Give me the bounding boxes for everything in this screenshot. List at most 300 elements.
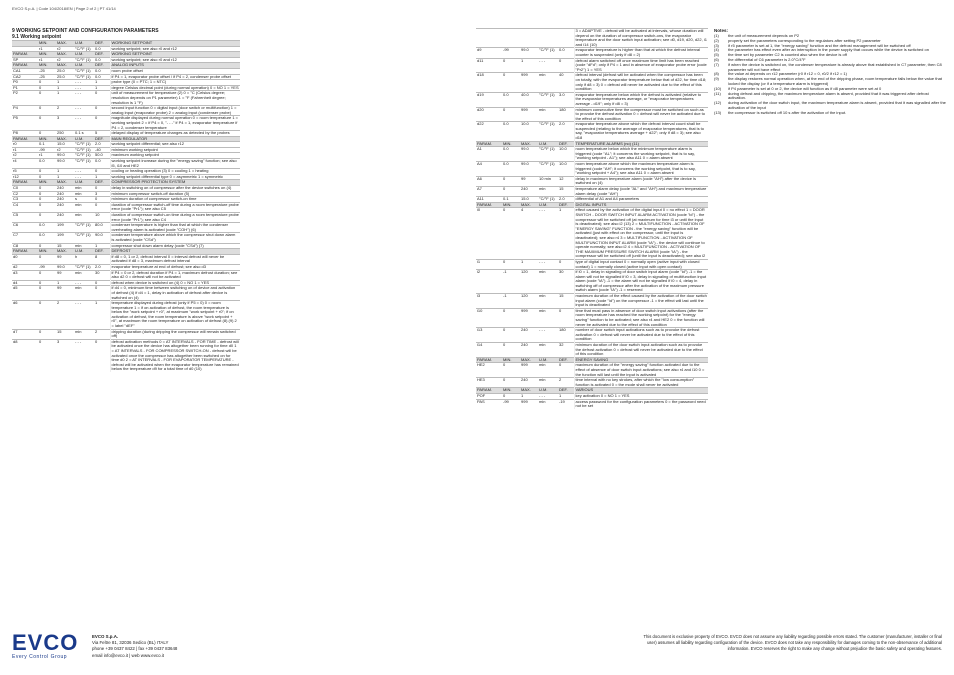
cell-t: differential of A1 and A4 parameters [574,197,708,203]
cell-t: evaporator temperature is higher than that at which the defrost interval counter is suspended (only if d8 = 2) [574,48,708,58]
cell-u: 10 min [538,176,558,186]
table-row [476,378,708,388]
cell-u: °C/°F (1) [74,223,94,233]
cell-ma: 240 [520,378,538,388]
cell-mi: 0 [38,213,56,223]
note-text: during defrost and dripping, the maximum temperature alarm is absent, provided that it was triggered after defrost activation. [728,90,929,101]
table-row [476,328,708,343]
cell-mi: MIN. [502,388,520,394]
note-text: the display restores normal operation when, at the end of the dripping phase, room temperature falls below the value that locked the display (or if a temperature alarm is triggered) [728,76,942,86]
cell-p: i3 [476,294,502,309]
table-row [12,270,240,280]
cell-d: 2.0 [94,142,110,148]
cell-u: min [74,270,94,280]
cell-t: working setpoint differential type 0 = asymmetric 1 = symmetric [110,174,240,180]
cell-t: cooling or heating operation (3) 0 = cooling 1 = heating [110,169,240,175]
cell-mi: 0 [502,58,520,73]
table-row [476,73,708,92]
cell-d: DEF. [94,52,110,58]
cell-t: maximum working setpoint [110,153,240,159]
cell-t: working setpoint; see also r0 and r12 [110,46,240,52]
cell-u: U.M. [538,202,558,208]
cell-ma: MAX. [520,202,538,208]
param-table-2 [476,28,708,409]
note-number: (1) [714,33,719,38]
legal-notice: This document is exclusive property of EVCO. EVCO does not assume any liability regarding possible errors stated. The customer (manufacturer, installer or final user) assumes all liability regarding configuration of the device. EVCO does not take any responsibility for damages coming to the non-observance of additional information. EVCO reserves the right to make any change without prejudice the basic safety and operating features. [643,634,942,651]
column-2 [476,28,708,409]
cell-u: °C/°F (1) [74,142,94,148]
cell-p: POF [476,393,502,399]
cell-d: 10.0 [558,162,574,177]
cell-mi: 0.1 [38,142,56,148]
cell-p: d19 [476,92,502,107]
cell-p: PARAM. [12,136,38,142]
cell-t: access password for the configuration parameters 0 = the password need not be set [574,399,708,409]
cell-d: 0.0 [94,68,110,74]
cell-d: 0 [94,116,110,131]
note-number: (12) [714,100,722,106]
cell-p: i2 [476,270,502,294]
cell-t: evaporator temperature below which the defrost is activated (relative to the evaporator temperatures average, or "evaporator temperatures average - d19"; only if d8 = 3) [574,92,708,107]
cell-ma: 99.0 [56,264,74,270]
cell-ma: 1 [56,169,74,175]
cell-d: 0 [94,106,110,116]
cell-d: 2.0 [558,122,574,141]
cell-mi: -25 [38,74,56,80]
cell-mi: 0 [38,191,56,197]
notes-column [714,28,946,116]
param-table-1 [12,40,240,372]
cell-u: U.M. [538,357,558,363]
cell-u: U.M. [538,388,558,394]
cell-u: - - - [538,328,558,343]
cell-ma: 999 [520,73,538,92]
cell-u: °C/°F (1) [74,147,94,153]
cell-p: HE3 [476,378,502,388]
table-row [476,48,708,58]
cell-t: degree Celsius decimal point (during normal operation) 0 = NO 1 = YES [111,85,239,90]
cell-u: °C/°F (1) [74,233,94,243]
cell-ma: 99 [56,270,74,280]
cell-p: A7 [476,187,502,197]
cell-p: C2 [12,191,38,197]
cell-t: maximum duration of the effect caused by the activation of the door switch input alarm (code "id") on the compressor -1 = the effect will last until the input is deactivated [575,293,707,308]
table-row [476,58,708,73]
cell-mi: MIN. [502,141,520,147]
cell-ma: 25.0 [56,74,74,80]
cell-t: DEFROST [110,249,240,255]
table-row [476,308,708,327]
cell-mi [502,29,520,48]
column-1 [12,28,240,372]
cell-mi: 0 [502,107,520,122]
cell-p: i13 [476,328,502,343]
note-text: the differential of C6 parameter is 2.0°C/4°F [728,56,806,62]
cell-d: 0.0 [94,46,110,52]
note-text: the compressor is switched off 10 s after the activation of the input. [728,109,847,115]
cell-d: 2.0 [558,197,574,203]
cell-u: °C/°F (1) [538,197,558,203]
cell-d [558,29,574,48]
cell-ma: 1 [520,393,538,399]
cell-ma: 40.0 [520,92,538,107]
cell-p: A6 [476,176,502,186]
cell-p: HE2 [476,363,502,378]
section-9-1-title: 9.1 Working setpoint [12,34,62,40]
cell-p: r12 [12,174,38,180]
cell-u: min [538,343,558,358]
cell-u: h [74,254,94,264]
cell-d: 1 [94,80,110,86]
cell-d: 3.0 [558,92,574,107]
cell-d: DEF. [94,136,110,142]
cell-u: min [74,243,94,249]
cell-ma: MAX. [56,136,74,142]
cell-mi: 0 [38,174,56,180]
cell-p: d20 [476,107,502,122]
cell-u: U.M. [538,141,558,147]
cell-t: condenser temperature is higher than that at which the condenser overheating alarm is activated (code "COH") (6) [110,223,240,233]
cell-mi: 0.0 [38,159,56,169]
cell-mi: 0 [38,197,56,203]
cell-d: 90.0 [94,233,110,243]
cell-u: °C/°F (1) [538,122,558,141]
cell-u: min [538,187,558,197]
cell-mi: r1 [38,46,56,52]
cell-p: A4 [476,162,502,177]
table-row [12,339,240,372]
cell-u: min [538,294,558,309]
cell-p: A1 [476,147,502,162]
note-text: the unit of measurement depends on P2 [728,33,800,38]
cell-d: 15 [558,187,574,197]
cell-mi: 0.0 [502,162,520,177]
cell-u: min [74,186,94,192]
cell-u: min [538,73,558,92]
cell-ma: 240 [56,197,74,203]
cell-t: temperature alarm delay (code "AL" and "AH") and maximum temperature alarm delay (code "AH") [575,186,707,196]
cell-d: 0 [558,259,574,269]
cell-p: A11 [476,197,502,203]
note-number: (5) [714,52,719,58]
cell-d: 180 [558,328,574,343]
cell-t: delay in maximum temperature alarm (code "AH") after the device is switched on (4) [574,176,708,186]
cell-p: d9 [476,48,502,58]
cell-ma: 240 [56,213,74,223]
cell-p: PAS [476,399,502,409]
cell-t: DIGITAL INPUTS [574,202,708,208]
note-text: the time set by parameter C2 is counted also when the device is off [728,52,847,58]
cell-mi: MIN. [502,357,520,363]
cell-p: d4 [12,280,38,286]
cell-ma: 25.0 [56,68,74,74]
cell-mi: 0 [38,186,56,192]
notes-title: Notes: [714,28,729,33]
cell-ma: 250 [56,131,74,137]
table-row [12,286,240,301]
company-name: EVCO S.p.A. [92,634,119,639]
cell-u: min [538,363,558,378]
cell-d: 8 [94,254,110,264]
cell-t: condenser temperature above which the compressor shut down alarm is activated (code "CSd") [110,233,240,243]
note-number: (8) [714,71,719,77]
cell-t: minimum consecutive time the compressor must be switched on such as to provoke the defrost activation 0 = defrost will never be activated due to the effect of this condition [574,107,708,122]
cell-mi: -99 [502,48,520,58]
cell-d: 0 [94,286,110,301]
table-row [12,159,240,169]
footer-address [92,634,177,659]
cell-p: PARAM. [12,63,38,69]
cell-ma: 99.0 [520,147,538,162]
cell-d: 3 [94,191,110,197]
cell-mi: -99 [502,399,520,409]
cell-mi: -1 [502,294,520,309]
cell-t: minimum duration of the door switch input activation such as to provoke the defrost activation 0 = defrost will never be activated due to the effect of this condition [574,343,708,358]
cell-ma: r2 [56,46,74,52]
cell-ma: 15 [56,243,74,249]
cell-u: °C/°F (1) [74,74,94,80]
cell-ma [520,29,538,48]
cell-p: P4 [12,106,38,116]
cell-mi: r1 [38,57,56,63]
cell-p: CA1 [12,68,38,74]
note-number: (2) [714,37,719,43]
table-row [12,91,240,106]
cell-d: 0.0 [558,48,574,58]
cell-mi: 0 [38,116,56,131]
table-row [12,223,240,233]
cell-mi: 0 [38,339,56,372]
cell-u: - - - [74,106,94,116]
cell-mi: 0 [502,187,520,197]
note-item [714,111,946,116]
cell-p: P2 [12,91,38,106]
note-number: (6) [714,56,719,62]
cell-ma: 1 [56,85,74,91]
cell-u: °C/°F (1) [74,153,94,159]
cell-d: -40 [94,147,110,153]
cell-u: U.M. [74,52,94,58]
cell-t: temperature displayed during defrost (only if P5 = 0) 0 = room temperature 1 = if on activation of defrost, the room temperature is below the "work setpoint + r0", at maximum "work setpoint + r0"; if on activation of defrost, the room temperature is above "work setpoint + r0", at maximum the room temperature on activation of defrost (8) (9) 2 = label "dEF" [110,301,240,330]
cell-ma: 2 [56,301,74,330]
cell-ma: 240 [56,202,74,212]
cell-t: if i0 = 1, delay in signaling of door switch input alarm (code "id") -1 = the alarm will not be signalled if i0 = 3, delay in signaling of multifunction input alarm (code "iA") -1 = the alarm will not be signalled if i0 = 4, delay in switching off of compressor after the activation of the maximum pressure switch alarm (code "iA") -1 = reserved [575,269,707,293]
cell-u: - - - [74,80,94,86]
cell-ma: 15.0 [520,197,538,203]
cell-ma: 99.0 [520,162,538,177]
table-row [476,294,708,309]
cell-t: delay in switching on of compressor after the device switches on (4) [110,186,240,192]
cell-t: evaporator temperature above which the defrost interval count shall be suspended (relating to the average of evaporator temperatures, that is to say, "evaporator temperatures average + d22"; only if d8 = 3); see also d18 [574,122,708,141]
cell-u: min [74,329,94,339]
cell-t: unit of measurement for temperature (2) 0 = °C (Celsius degree; resolution depends on P1 parameter) 1 = °F (Fahrenheit degree; resolution is 1 °F) [110,91,240,106]
cell-d: 0 [558,308,574,327]
table-row [476,343,708,358]
cell-d: 30 [94,270,110,280]
cell-t: defrost activation methods 0 = AT INTERVALS - FOR TIME - defrost will be activated once the device has altogether been running for time d0 1 = AT INTERVALS - FOR COMPRESSOR SWITCH-ON - defrost will be activated once the compressor has altogether been switched on for time d0 2 = AT INTERVALS - FOR EVAPORATOR TEMPERATURE - defrost will be activated when the evaporator temperature has remained below the temperature d9 for a total time of d0 (10) [111,339,239,372]
cell-p: C4 [12,202,38,212]
cell-ma: 99.0 [56,159,74,169]
cell-p: PARAM. [476,388,502,394]
cell-ma: 2 [56,106,74,116]
cell-mi: MIN. [502,202,520,208]
cell-u: °C/°F (1) [74,68,94,74]
cell-mi: 0 [502,363,520,378]
cell-d: 0.0 [94,74,110,80]
cell-t: evaporator temperature at end of defrost; see also d3 [110,264,240,270]
cell-ma: MAX. [56,41,74,47]
cell-d: 2.0 [94,264,110,270]
cell-t: minimum working setpoint [110,147,240,153]
cell-u: - - - [74,91,94,106]
cell-d: 1 [94,243,110,249]
cell-d: 1 [94,174,110,180]
cell-p: r2 [12,153,38,159]
cell-u: min [74,202,94,212]
cell-u: U.M. [74,136,94,142]
note-number: (13) [714,109,722,115]
table-row [12,233,240,243]
cell-u: - - - [74,116,94,131]
note-number: (9) [714,76,719,82]
cell-t: room temperature above which the maximum temperature alarm is triggered (code "AH"; it concerns the working setpoint, that is to say, "working setpoint + A4"); see also A11 0 = alarm absent [574,162,708,177]
table-row [476,270,708,294]
cell-p: P1 [12,85,38,91]
cell-p: d18 [476,73,502,92]
cell-p: d3 [12,270,38,280]
cell-t: time that must pass in absence of door switch input activations (after the room temperature has reached the working setpoint) for the "energy saving" function to be activated; see also r4 and HE2 0 = the function will never be activated due to the effect of this condition [574,308,708,327]
cell-u: - - - [74,174,94,180]
cell-ma: 120 [520,270,538,294]
cell-t: VARIOUS [574,388,708,394]
cell-d: 15 [558,294,574,309]
cell-u [538,29,558,48]
cell-ma: 15 [56,329,74,339]
table-row [12,116,240,131]
cell-mi: 0 [38,106,56,116]
cell-d: DEF. [558,357,574,363]
company-email: email info@evco.it | web www.evco.it [92,652,164,658]
cell-ma: 999 [520,107,538,122]
cell-ma: MAX. [520,388,538,394]
cell-ma: 99 [56,286,74,301]
cell-p: i10 [476,308,502,327]
cell-ma: 4 [520,208,538,260]
cell-p: PARAM. [12,249,38,255]
cell-t: working setpoint; see also r0 and r12 [110,57,240,63]
cell-mi: 0 [502,328,520,343]
cell-ma: 3 [56,116,74,131]
note-text: during activation of the door switch input, the maximum temperature alarm is absent, provided that it was signalled after the activation of the input [728,100,946,110]
cell-u: °C/°F (1) [74,57,94,63]
cell-p: PARAM. [476,141,502,147]
cell-t: second input function 0 = digital input (door switch or multifunction) 1 = analog input (evaporator probe) 2 = analog input (condenser probe) [110,106,240,116]
cell-u: U.M. [74,180,94,186]
cell-u: °C/°F (1) [74,264,94,270]
cell-p: C8 [12,243,38,249]
cell-d: DEF. [558,202,574,208]
cell-u: min [538,107,558,122]
cell-d: 0 [94,169,110,175]
cell-ma: 999 [520,308,538,327]
cell-ma: MAX. [520,357,538,363]
cell-t: ANALOG INPUTS [110,63,240,69]
cell-ma: 99.0 [520,48,538,58]
cell-p: PARAM. [12,52,38,58]
cell-mi: 0 [38,85,56,91]
cell-p: r4 [12,159,38,169]
table-row [476,187,708,197]
cell-mi: 0 [502,259,520,269]
cell-u: U.M. [74,41,94,47]
cell-d: -19 [558,399,574,409]
table-row [476,259,708,269]
cell-mi: 0 [38,80,56,86]
cell-t: effect caused by the activation of the digital input 0 = no effect 1 = DOOR SWITCH - DOOR SWITCH INPUT ALARM ACTIVATION (code "id") - the compressor will be switched off (at maximum for time i3 or until the input is deactivated); see also i2 (13) 2 = MULTIFUNCTION - ACTIVATION OF "ENERGY SAVING" FUNCTION - the "energy saving" function will be activated (just with effect on the compressor, until the input is deactivated); see also r4 3 = MULTIFUNCTION - ACTIVATION OF MULTIFUNCTION INPUT ALARM (code "iA") - the device will continue to operate normally; see also i2 4 = MULTIFUNCTION - ACTIVATION OF THE MAXIMUM PRESSURE SWITCH ALARM (code "iA") - the compressor will be switched off (until the input is deactivated); see also i2 [574,208,708,260]
cell-t: ENERGY SAVING [574,357,708,363]
cell-p: d8 [12,339,38,372]
cell-mi: 0 [502,208,520,260]
cell-p: r1 [12,147,38,153]
cell-mi: -99 [38,147,56,153]
cell-d: 2 [558,378,574,388]
table-row [476,107,708,122]
cell-p: P5 [12,116,38,131]
cell-mi: 0 [38,286,56,301]
cell-d: 180 [558,107,574,122]
cell-t: WORKING SETPOINT [110,52,240,58]
cell-mi: r1 [38,153,56,159]
cell-ma: MAX. [56,52,74,58]
table-row [12,106,240,116]
cell-mi: 0 [38,301,56,330]
cell-mi: 0 [502,176,520,186]
cell-mi: 0.0 [502,92,520,107]
cell-p: C6 [12,223,38,233]
cell-mi: MIN. [38,180,56,186]
note-text: the parameter has effect even after an interruption in the power supply that occurs while the device is switched on [728,47,929,53]
cell-p: C3 [12,197,38,203]
cell-u: °C/°F (1) [538,162,558,177]
cell-p: SP [12,57,38,63]
cell-mi: 0 [38,202,56,212]
cell-mi: MIN. [38,63,56,69]
cell-ma: 1 [56,80,74,86]
cell-ma: 240 [520,343,538,358]
cell-mi: 0 [502,343,520,358]
cell-mi: 0 [38,254,56,264]
cell-u: - - - [74,85,94,91]
cell-d: 0.0 [94,159,110,169]
table-row [12,301,240,330]
note-number: (7) [714,61,719,67]
cell-mi: 0.0 [38,223,56,233]
cell-mi: 0 [502,393,520,399]
cell-t: working setpoint increase during the "energy saving" function; see also i5, i10 and HE2 [110,159,240,169]
cell-t: minimum compressor switch-off duration (5) [110,191,240,197]
cell-ma: 240 [56,186,74,192]
cell-mi: -1 [502,270,520,294]
notes-list [714,34,946,116]
cell-ma: 120 [520,294,538,309]
cell-t: COMPRESSOR PROTECTION SYSTEM [110,180,240,186]
cell-mi: 0 [502,73,520,92]
cell-u: - - - [74,280,94,286]
cell-mi: 0.0 [502,122,520,141]
table-row [476,399,708,409]
cell-p: PARAM. [476,202,502,208]
cell-p: r0 [12,142,38,148]
